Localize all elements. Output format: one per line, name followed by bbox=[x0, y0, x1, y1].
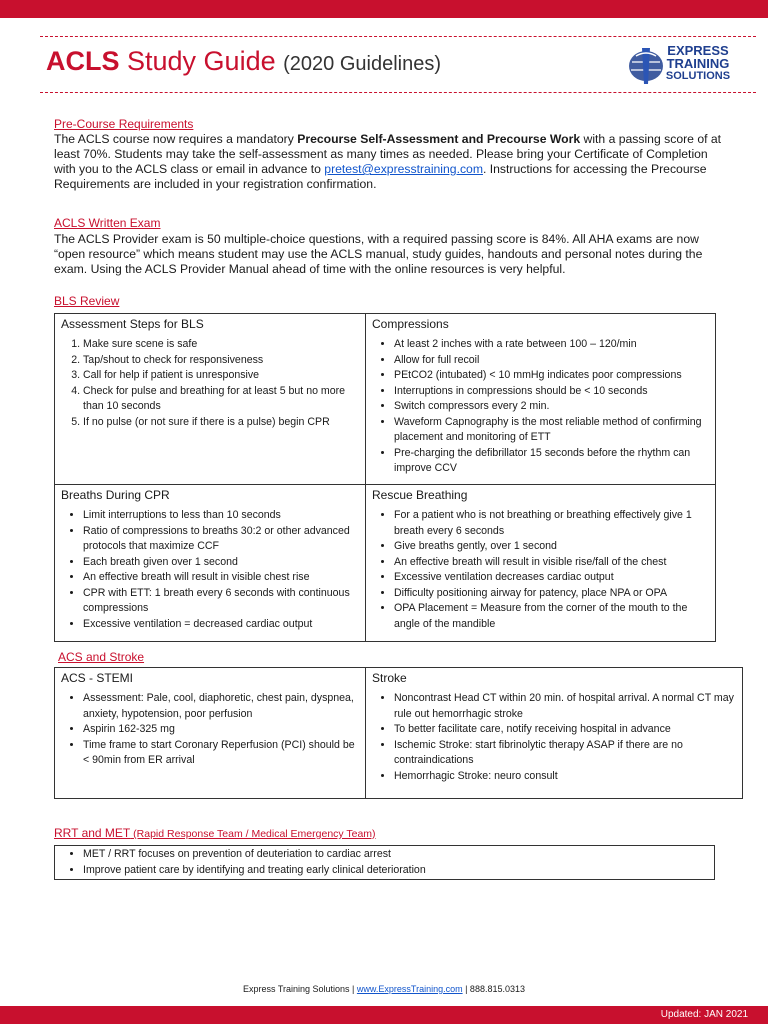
list-item: • Pre-charging the defibrillator 15 seconds before the rhythm can improve CCV bbox=[394, 446, 709, 477]
compressions-cell bbox=[366, 314, 716, 485]
rescue-breathing-list bbox=[372, 508, 709, 632]
header-dashed-divider bbox=[40, 92, 756, 93]
list-item: • At least 2 inches with a rate between 100 – 120/min bbox=[394, 337, 709, 353]
list-item: • CPR with ETT: 1 breath every 6 seconds with continuous compressions bbox=[83, 586, 359, 617]
list-item: • PEtCO2 (intubated) < 10 mmHg indicates poor compressions bbox=[394, 368, 709, 384]
rrt-met-list bbox=[61, 847, 708, 878]
list-item: • Switch compressors every 2 min. bbox=[394, 399, 709, 415]
bls-table bbox=[54, 313, 716, 642]
bottom-red-bar bbox=[0, 1006, 768, 1024]
assessment-title: Assessment Steps for BLS bbox=[61, 317, 204, 331]
breaths-cell bbox=[55, 485, 366, 642]
list-item: • Assessment: Pale, cool, diaphoretic, chest pain, dyspnea, anxiety, hypotension, poor perfusion bbox=[83, 691, 359, 722]
list-item: 1. Make sure scene is safe bbox=[83, 337, 359, 353]
list-item: • Difficulty positioning airway for patency, place NPA or OPA bbox=[394, 586, 709, 602]
rrt-met-cell bbox=[55, 846, 715, 880]
acs-stemi-cell bbox=[55, 668, 366, 799]
list-item: • An effective breath will result in visible chest rise bbox=[83, 570, 359, 586]
page-title: ACLS Study Guide (2020 Guidelines) bbox=[46, 46, 441, 76]
pretest-email-link[interactable]: pretest@expresstraining.com bbox=[324, 162, 483, 176]
stroke-cell bbox=[366, 668, 743, 799]
list-item: • Excessive ventilation = decreased cardiac output bbox=[83, 617, 359, 633]
list-item: • Ischemic Stroke: start fibrinolytic therapy ASAP if there are no contraindications bbox=[394, 738, 736, 769]
written-exam-heading: ACLS Written Exam bbox=[54, 216, 161, 230]
list-item: • Interruptions in compressions should be < 10 seconds bbox=[394, 384, 709, 400]
list-item: 5. If no pulse (or not sure if there is a pulse) begin CPR bbox=[83, 415, 359, 431]
written-exam-paragraph: The ACLS Provider exam is 50 multiple-choice questions, with a required passing score is 84%. All AHA exams are now “open resource” which means student may use the ACLS manual, study guides, handouts and personal notes during the exam. Using the ACLS Provider Manual ahead of time with the online resources is very helpful. bbox=[54, 232, 703, 276]
precourse-heading: Pre-Course Requirements bbox=[54, 117, 194, 131]
list-item: • Each breath given over 1 second bbox=[83, 555, 359, 571]
top-red-bar bbox=[0, 0, 768, 18]
list-item: • Time frame to start Coronary Reperfusion (PCI) should be < 90min from ER arrival bbox=[83, 738, 359, 769]
rescue-breathing-cell bbox=[366, 485, 716, 642]
breaths-title: Breaths During CPR bbox=[61, 488, 170, 502]
list-item: • Aspirin 162-325 mg bbox=[83, 722, 359, 738]
list-item: 2. Tap/shout to check for responsiveness bbox=[83, 353, 359, 369]
stroke-title: Stroke bbox=[372, 671, 407, 685]
acs-stemi-list bbox=[61, 691, 359, 769]
rrt-met-heading: RRT and MET (Rapid Response Team / Medical Emergency Team) bbox=[54, 826, 376, 840]
list-item: 3. Call for help if patient is unresponsive bbox=[83, 368, 359, 384]
list-item: • Give breaths gently, over 1 second bbox=[394, 539, 709, 555]
breaths-list bbox=[61, 508, 359, 632]
stroke-list bbox=[372, 691, 736, 784]
list-item: • MET / RRT focuses on prevention of deuteriation to cardiac arrest bbox=[83, 847, 708, 863]
company-logo bbox=[628, 42, 732, 90]
updated-date: Updated: JAN 2021 bbox=[660, 1009, 748, 1020]
rrt-met-table bbox=[54, 845, 715, 880]
acs-stroke-heading: ACS and Stroke bbox=[58, 650, 145, 664]
acs-stemi-title: ACS - STEMI bbox=[61, 671, 134, 685]
list-item: • To better facilitate care, notify receiving hospital in advance bbox=[394, 722, 736, 738]
precourse-paragraph: The ACLS course now requires a mandatory Precourse Self-Assessment and Precourse Work with a passing score of at least 70%. Students may take the self-assessment as many times as needed. Please bring your Certificate of Completion with you to the ACLS class or email in advance to pretest@expresstraining.com. Instructions for accessing the Precourse Requirements are included in your registration confirmation. bbox=[54, 132, 722, 191]
assessment-list bbox=[61, 337, 359, 430]
acs-stroke-table bbox=[54, 667, 743, 799]
list-item: • Limit interruptions to less than 10 seconds bbox=[83, 508, 359, 524]
list-item: • For a patient who is not breathing or breathing effectively give 1 breath every 6 seconds bbox=[394, 508, 709, 539]
assessment-cell bbox=[55, 314, 366, 485]
list-item: • An effective breath will result in visible rise/fall of the chest bbox=[394, 555, 709, 571]
compressions-title: Compressions bbox=[372, 317, 449, 331]
website-link[interactable]: www.ExpressTraining.com bbox=[356, 984, 463, 994]
list-item: 4. Check for pulse and breathing for at least 5 but no more than 10 seconds bbox=[83, 384, 359, 415]
list-item: • Hemorrhagic Stroke: neuro consult bbox=[394, 769, 736, 785]
bls-heading: BLS Review bbox=[54, 294, 120, 308]
list-item: • Excessive ventilation decreases cardiac output bbox=[394, 570, 709, 586]
list-item: • OPA Placement = Measure from the corner of the mouth to the angle of the mandible bbox=[394, 601, 709, 632]
rescue-breathing-title: Rescue Breathing bbox=[372, 488, 468, 502]
logo-wordmark: EXPRESS TRAINING SOLUTIONS bbox=[665, 43, 731, 82]
footer: Express Training Solutions | www.ExpressTraining.com | 888.815.0313 bbox=[242, 984, 525, 994]
list-item: • Noncontrast Head CT within 20 min. of hospital arrival. A normal CT may rule out hemorrhagic stroke bbox=[394, 691, 736, 722]
list-item: • Waveform Capnography is the most reliable method of confirming placement and monitoring of ETT bbox=[394, 415, 709, 446]
list-item: • Ratio of compressions to breaths 30:2 or other advanced protocols that maximize CCF bbox=[83, 524, 359, 555]
list-item: • Improve patient care by identifying and treating early clinical deterioration bbox=[83, 863, 708, 879]
top-dashed-divider bbox=[40, 36, 756, 37]
compressions-list bbox=[372, 337, 709, 477]
list-item: • Allow for full recoil bbox=[394, 353, 709, 369]
